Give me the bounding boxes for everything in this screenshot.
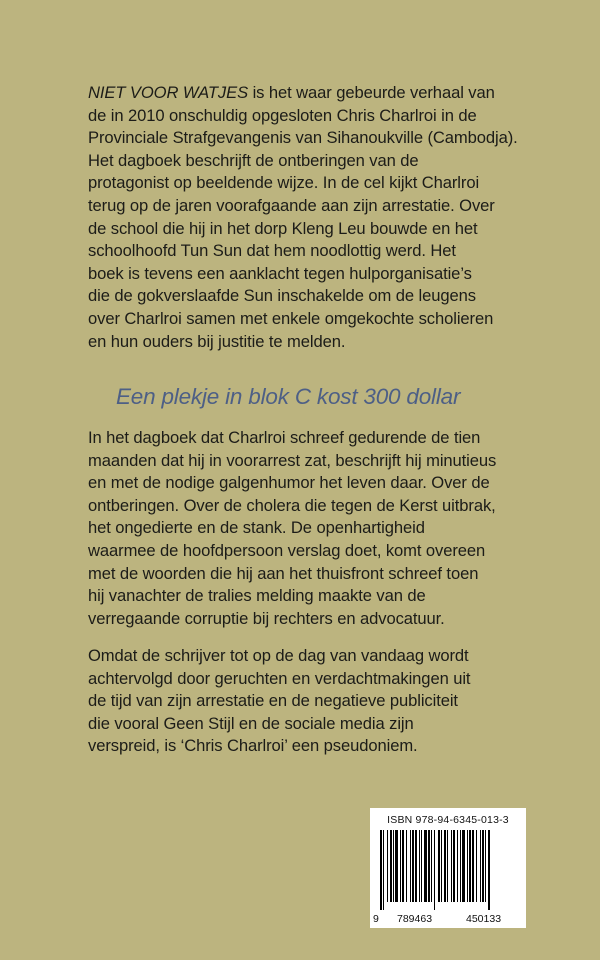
barcode-bars bbox=[378, 830, 518, 910]
barcode-digits-right: 450133 bbox=[466, 913, 502, 925]
barcode-bar bbox=[469, 830, 471, 902]
barcode-bar bbox=[410, 830, 411, 902]
barcode-bar bbox=[380, 830, 382, 910]
barcode-digits-left: 789463 bbox=[397, 913, 433, 925]
barcode-bar bbox=[395, 830, 398, 902]
barcode-bar bbox=[485, 830, 486, 902]
barcode-bar bbox=[476, 830, 477, 902]
barcode-bar bbox=[488, 830, 490, 910]
barcode-bar bbox=[402, 830, 404, 902]
barcode-bar bbox=[453, 830, 455, 902]
barcode-bar bbox=[460, 830, 461, 902]
book-title: NIET VOOR WATJES bbox=[88, 83, 249, 102]
barcode-panel bbox=[370, 808, 526, 928]
barcode-bar bbox=[421, 830, 422, 902]
barcode-bar bbox=[415, 830, 417, 902]
paragraph-diary: In het dagboek dat Charlroi schreef gedurende de tien maanden dat hij in voorarrest zat, beschrijft hij minutieus en met de nodige galgenhumor het leven daar. Over de ontberingen. Over de cholera die tegen de Kerst uitbrak, het ongedierte en de stank. De openhartigheid waarmee de hoofdpersoon verslag doet, komt overeen met de woorden die hij aan het thuisfront schreef toen hij vanachter de tralies melding maakte van de verregaande corruptie bij rechters en advocatuur. bbox=[88, 428, 497, 628]
barcode-bar bbox=[406, 830, 407, 902]
barcode-bar bbox=[412, 830, 414, 902]
barcode-bar bbox=[451, 830, 452, 902]
paragraph-pseudonym: Omdat de schrijver tot op de dag van vandaag wordt achtervolgd door geruchten en verdachtmakingen uit de tijd van zijn arrestatie en de negatieve publiciteit die vooral Geen Stijl en de sociale media zijn verspreid, is ‘Chris Charlroi’ een pseudoniem. bbox=[88, 646, 471, 756]
barcode-bar bbox=[428, 830, 430, 902]
barcode-bar bbox=[480, 830, 481, 902]
barcode-bar bbox=[482, 830, 484, 902]
barcode-bar bbox=[393, 830, 394, 902]
barcode-bar bbox=[462, 830, 465, 902]
subheading: Een plekje in blok C kost 300 dollar bbox=[116, 384, 461, 409]
isbn-label: ISBN 978-94-6345-013-3 bbox=[387, 814, 509, 826]
barcode-bar bbox=[447, 830, 448, 902]
barcode-bar bbox=[444, 830, 446, 902]
barcode-bar bbox=[438, 830, 440, 902]
barcode-bar bbox=[383, 830, 384, 910]
paragraph-intro bbox=[88, 82, 550, 353]
barcode-bar bbox=[472, 830, 474, 902]
barcode-bar bbox=[434, 830, 435, 910]
barcode-bar bbox=[467, 830, 468, 902]
barcode-bar bbox=[441, 830, 442, 902]
barcode-bar bbox=[400, 830, 401, 902]
barcode-bar bbox=[387, 830, 388, 902]
barcode-bar bbox=[457, 830, 458, 902]
barcode-bar bbox=[419, 830, 420, 902]
barcode-digit-first: 9 bbox=[373, 913, 379, 925]
barcode-bar bbox=[424, 830, 427, 902]
barcode-bar bbox=[431, 830, 432, 902]
paragraph-intro-text: is het waar gebeurde verhaal van de in 2010 onschuldig opgesloten Chris Charlroi in de Provinciale Strafgevangenis van Sihanoukville (Cambodja). Het dagboek beschrijft de ontberingen van de protagonist op beeldende wijze. In de cel kijkt Charlroi terug op de jaren voorafgaande aan zijn arrestatie. Over de school die hij in het dorp Kleng Leu bouwde en het schoolhoofd Tun Sun dat hem noodlottig werd. Het boek is tevens een aanklacht tegen hulporganisatie’s die de gokverslaafde Sun inschakelde om de leugens over Charlroi samen met enkele omgekochte scholieren en hun ouders bij justitie te melden. bbox=[88, 83, 518, 351]
barcode-bar bbox=[390, 830, 392, 902]
